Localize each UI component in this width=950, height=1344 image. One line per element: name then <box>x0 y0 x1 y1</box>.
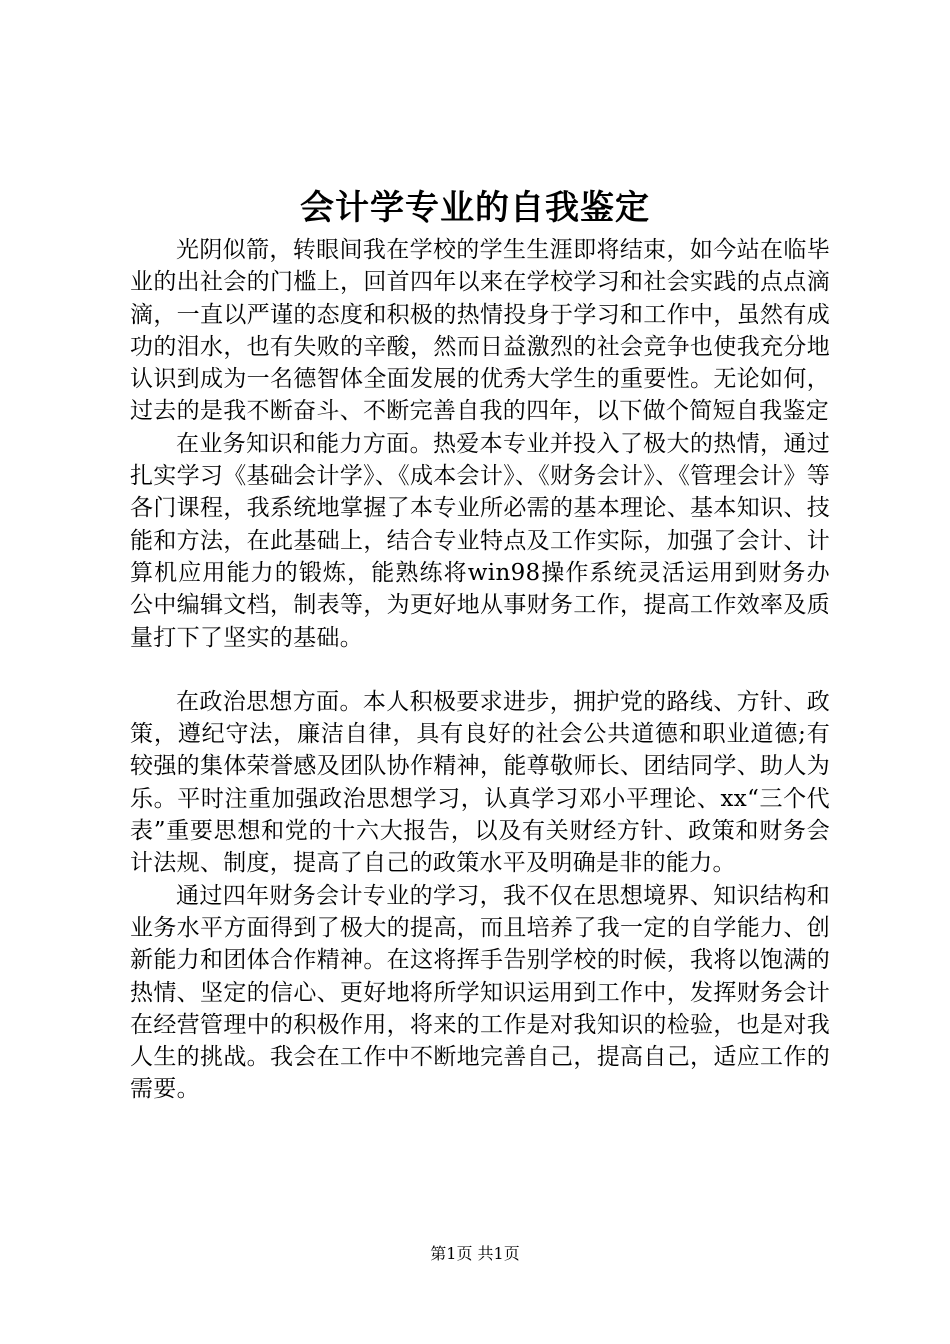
paragraph-professional-skills: 在业务知识和能力方面。热爱本专业并投入了极大的热情，通过扎实学习《基础会计学》、《成本会计》、《财务会计》、《管理会计》等各门课程，我系统地掌握了本专业所必需的基本理论、基本知识、技能和方法，在此基础上，结合专业特点及工作实际，加强了会计、计算机应用能力的锻炼，能熟练将win98操作系统灵活运用到财务办公中编辑文档，制表等，为更好地从事财务工作，提高工作效率及质量打下了坚实的基础。 <box>130 430 830 651</box>
paragraph-intro: 光阴似箭，转眼间我在学校的学生生涯即将结束，如今站在临毕业的出社会的门槛上，回首四年以来在学校学习和社会实践的点点滴滴，一直以严谨的态度和积极的热情投身于学习和工作中，虽然有成功的泪水，也有失败的辛酸，然而日益激烈的社会竞争也使我充分地认识到成为一名德智体全面发展的优秀大学生的重要性。无论如何，过去的是我不断奋斗、不断完善自我的四年，以下做个简短自我鉴定 <box>130 237 830 425</box>
paragraph-political-thought: 在政治思想方面。本人积极要求进步，拥护党的路线、方针、政策，遵纪守法，廉洁自律，具有良好的社会公共道德和职业道德;有较强的集体荣誉感及团队协作精神，能尊敬师长、团结同学、助人为乐。平时注重加强政治思想学习，认真学习邓小平理论、xx“三个代表”重要思想和党的十六大报告，以及有关财经方针、政策和财务会计法规、制度，提高了自己的政策水平及明确是非的能力。 <box>130 688 830 877</box>
paragraph-conclusion: 通过四年财务会计专业的学习，我不仅在思想境界、知识结构和业务水平方面得到了极大的提高，而且培养了我一定的自学能力、创新能力和团体合作精神。在这将挥手告别学校的时候，我将以饱满的热情、坚定的信心、更好地将所学知识运用到工作中，发挥财务会计在经营管理中的积极作用，将来的工作是对我知识的检验，也是对我人生的挑战。我会在工作中不断地完善自己，提高自己，适应工作的需要。 <box>130 882 830 1103</box>
document-body <box>130 234 830 1106</box>
page-number-footer: 第1页 共1页 <box>430 1244 520 1263</box>
document-title: 会计学专业的自我鉴定 <box>300 188 650 228</box>
